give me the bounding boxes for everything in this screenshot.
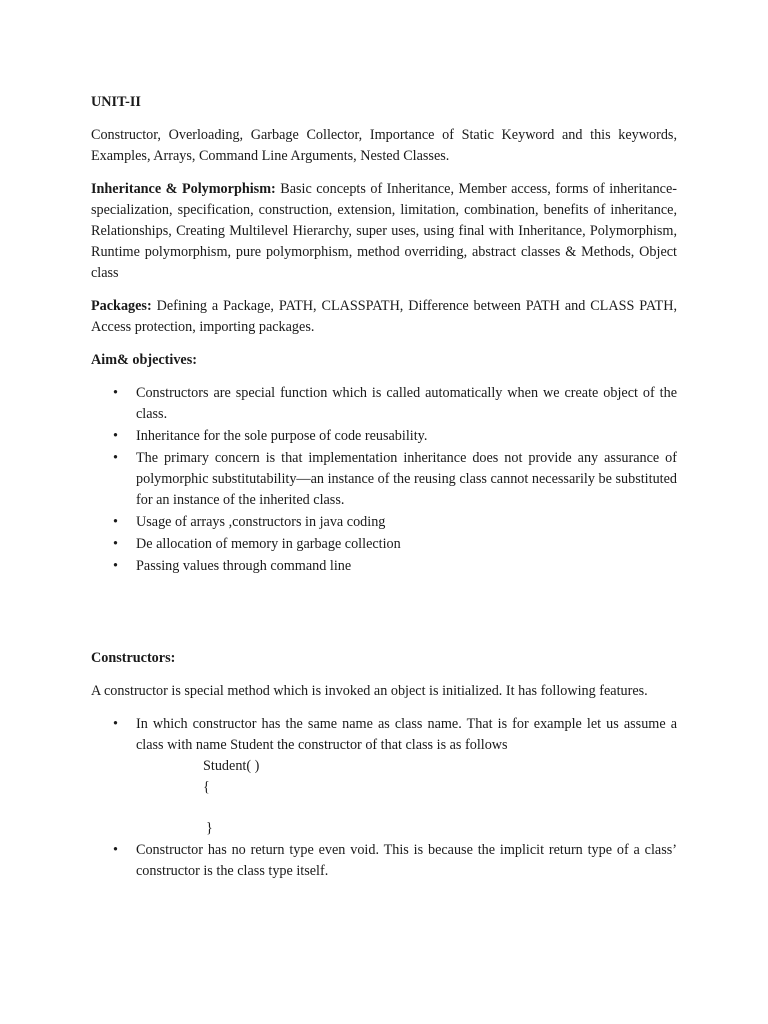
code-blank-line: [136, 798, 677, 818]
code-line-signature: Student( ): [203, 758, 260, 774]
packages-label: Packages:: [91, 298, 152, 314]
bullet-icon: •: [113, 450, 118, 466]
list-item: [91, 534, 677, 555]
packages-text: Defining a Package, PATH, CLASSPATH, Difference between PATH and CLASS PATH, Access protection, importing packages.: [91, 298, 677, 335]
inheritance-paragraph: [91, 179, 677, 284]
bullet-icon: •: [113, 514, 118, 530]
list-item-text: Constructor has no return type even void. This is because the implicit return type of a class’ constructor is the class type itself.: [136, 842, 677, 879]
constructors-list: [91, 714, 677, 882]
bullet-icon: •: [113, 536, 118, 552]
list-item: [91, 556, 677, 577]
inheritance-text: Basic concepts of Inheritance, Member access, forms of inheritance- specialization, specification, construction, extension, limitation, combination, benefits of inheritance, Relationships, Creating Multilevel Hierarchy, super uses, using final with Inheritance, Polymorphism, Runtime polymorphism, pure polymorphism, method overriding, abstract classes & Methods, Object class: [91, 181, 677, 281]
intro-paragraph: Constructor, Overloading, Garbage Collector, Importance of Static Keyword and this keywords, Examples, Arrays, Command Line Arguments, Nested Classes.: [91, 127, 677, 164]
list-item-text: Passing values through command line: [136, 558, 352, 574]
list-item-text: In which constructor has the same name as class name. That is for example let us assume a class with name Student the constructor of that class is as follows: [136, 716, 677, 753]
packages-paragraph: [91, 296, 677, 338]
list-item-text: Inheritance for the sole purpose of code reusability.: [136, 428, 428, 444]
aims-heading: Aim& objectives:: [91, 352, 197, 368]
list-item-text: Usage of arrays ,constructors in java coding: [136, 514, 386, 530]
list-item-text: De allocation of memory in garbage collection: [136, 536, 401, 552]
list-item: [91, 383, 677, 425]
inheritance-label: Inheritance & Polymorphism:: [91, 181, 276, 197]
aims-list: [91, 383, 677, 577]
bullet-icon: •: [113, 842, 118, 858]
document-content: [91, 92, 677, 883]
bullet-icon: •: [113, 385, 118, 401]
list-item: [91, 840, 677, 882]
code-line-open-brace: {: [203, 779, 210, 795]
list-item-text: Constructors are special function which is called automatically when we create object of the class.: [136, 385, 677, 422]
unit-title: UNIT-II: [91, 94, 141, 110]
constructors-heading: Constructors:: [91, 650, 176, 666]
list-item-text: The primary concern is that implementation inheritance does not provide any assurance of polymorphic substitutability—an instance of the reusing class cannot necessarily be substituted for an instance of the inherited class.: [136, 450, 677, 508]
list-item: [91, 714, 677, 839]
bullet-icon: •: [113, 428, 118, 444]
bullet-icon: •: [113, 558, 118, 574]
bullet-icon: •: [113, 716, 118, 732]
list-item: [91, 426, 677, 447]
list-item: [91, 448, 677, 511]
constructors-intro: A constructor is special method which is invoked an object is initialized. It has following features.: [91, 683, 648, 699]
code-line-close-brace: }: [206, 820, 213, 836]
list-item: [91, 512, 677, 533]
section-spacer: [91, 578, 677, 648]
